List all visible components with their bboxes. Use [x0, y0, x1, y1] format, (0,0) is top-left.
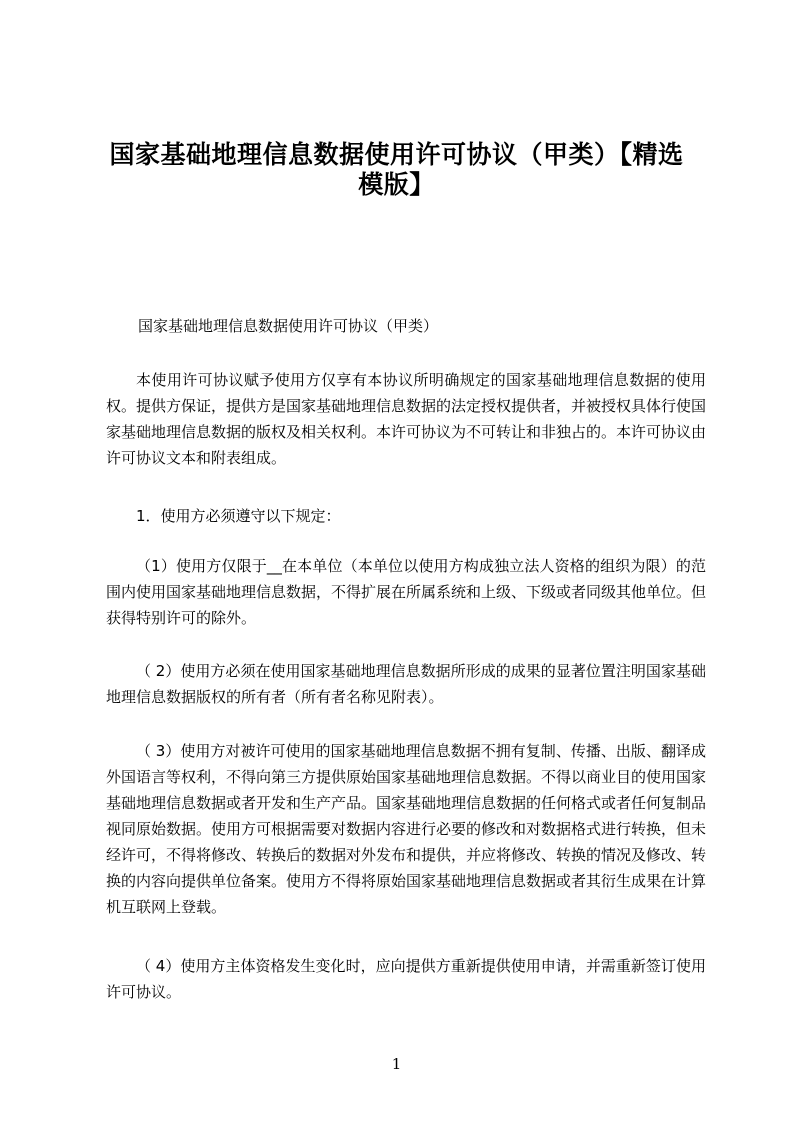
paragraph-rules-heading: 1．使用方必须遵守以下规定： [136, 507, 341, 525]
paragraph-rule-2: （ 2）使用方必须在使用国家基础地理信息数据所形成的成果的显著位置注明国家基础地理信息数据版权的所有者（所有者名称见附表）。 [106, 662, 706, 706]
document-title: 国家基础地理信息数据使用许可协议（甲类）【精选模版】 [109, 140, 684, 199]
paragraph-intro: 本使用许可协议赋予使用方仅享有本协议所明确规定的国家基础地理信息数据的使用权。提供方保证，提供方是国家基础地理信息数据的法定授权提供者，并被授权具体行使国家基础地理信息数据的版权及相关权利。本许可协议为不可转让和非独占的。本许可协议由许可协议文本和附表组成。 [106, 371, 707, 467]
page-number: 1 [391, 1055, 402, 1073]
paragraph-rule-1: （1）使用方仅限于__在本单位（本单位以使用方构成独立法人资格的组织为限）的范围内使用国家基础地理信息数据，不得扩展在所属系统和上级、下级或者同级其他单位。但获得特别许可的除外。 [106, 557, 707, 627]
paragraph-rule-4: （ 4）使用方主体资格发生变化时，应向提供方重新提供使用申请，并需重新签订使用许可协议。 [106, 957, 706, 1001]
document-subtitle: 国家基础地理信息数据使用许可协议（甲类） [138, 317, 439, 335]
paragraph-rule-3: （ 3）使用方对被许可使用的国家基础地理信息数据不拥有复制、传播、出版、翻译成外国语言等权利，不得向第三方提供原始国家基础地理信息数据。不得以商业目的使用国家基础地理信息数据或者开发和生产产品。国家基础地理信息数据的任何格式或者任何复制品视同原始数据。使用方可根据需要对数据内容进行必要的修改和对数据格式进行转换，但未经许可，不得将修改、转换后的数据对外发布和提供，并应将修改、转换的情况及修改、转换的内容向提供单位备案。使用方不得将原始国家基础地理信息数据或者其衍生成果在计算机互联网上登载。 [106, 742, 707, 916]
